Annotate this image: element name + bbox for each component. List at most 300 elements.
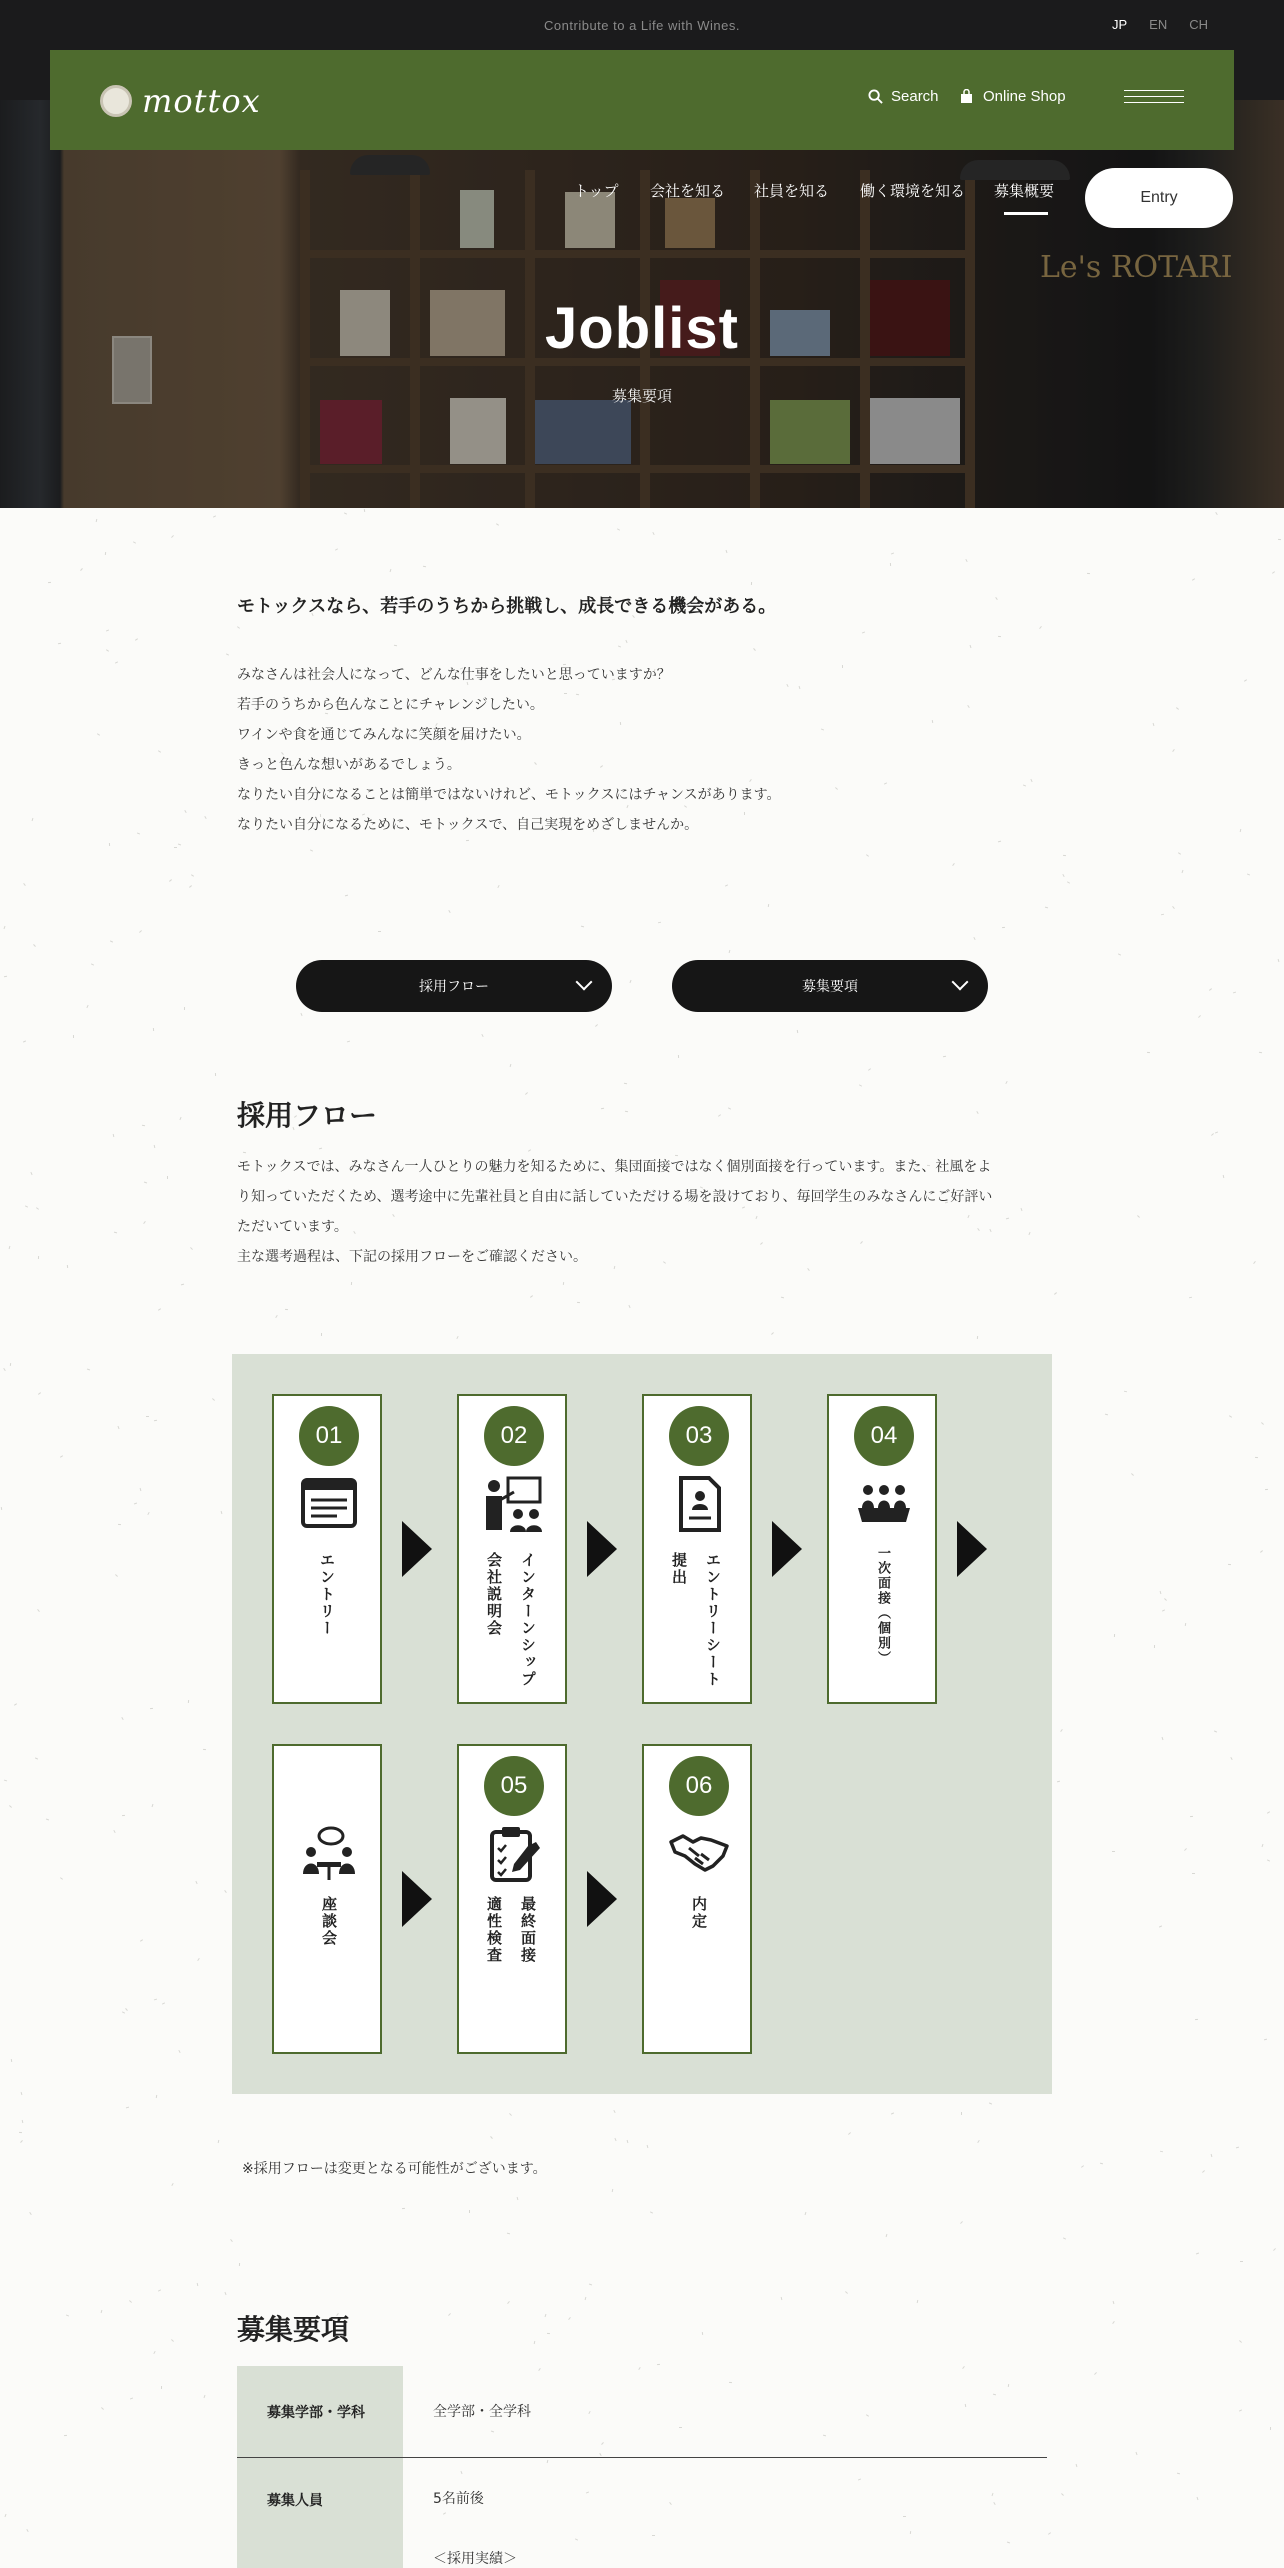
- paper-speck: [178, 2050, 180, 2053]
- paper-speck: [1135, 2452, 1137, 2455]
- paper-speck: [1124, 1391, 1127, 1393]
- paper-speck: [1063, 2237, 1066, 2239]
- paper-speck: [1076, 2464, 1078, 2467]
- paper-speck: [1223, 1175, 1225, 1178]
- paper-speck: [344, 512, 347, 514]
- paper-speck: [1112, 1851, 1115, 1852]
- paper-speck: [805, 2212, 807, 2215]
- paper-speck: [726, 550, 728, 553]
- paper-speck: [891, 552, 894, 554]
- paper-speck: [601, 1108, 604, 1109]
- paper-speck: [38, 1256, 39, 1259]
- paper-speck: [628, 1305, 630, 1308]
- paper-speck: [1147, 1052, 1150, 1053]
- paper-speck: [862, 631, 865, 633]
- paper-speck: [91, 963, 94, 965]
- paper-speck: [58, 643, 61, 644]
- paper-speck: [4, 2514, 6, 2517]
- paper-speck: [46, 1819, 49, 1821]
- paper-speck: [1267, 1859, 1270, 1861]
- logo-wordmark: mottox: [142, 82, 261, 120]
- paper-speck: [627, 2140, 629, 2143]
- paper-speck: [1211, 1133, 1214, 1136]
- search-link[interactable]: [868, 88, 939, 105]
- paper-speck: [1039, 626, 1042, 629]
- paper-speck: [378, 931, 381, 932]
- step-number: 02: [484, 1406, 544, 1466]
- step-label: 適性検査: [485, 1896, 503, 1964]
- paper-speck: [109, 843, 110, 846]
- paper-speck: [1153, 723, 1155, 726]
- paper-speck: [218, 2140, 220, 2143]
- paper-speck: [423, 566, 426, 568]
- flow-arrow-icon: [587, 1871, 617, 1927]
- paper-speck: [1100, 2163, 1103, 2165]
- paper-speck: [1164, 1598, 1167, 1601]
- flow-line: 主な選考過程は、下記の採用フローをご確認ください。: [237, 1249, 587, 1265]
- flow-line: モトックスでは、みなさん一人ひとりの魅力を知るために、集団面接ではなく個別面接を行っています。また、社風をよ: [237, 1159, 992, 1175]
- paper-speck: [768, 904, 769, 907]
- paper-speck: [1177, 2473, 1180, 2475]
- paper-speck: [1161, 914, 1164, 916]
- paper-speck: [702, 2332, 703, 2335]
- paper-speck: [1264, 2039, 1267, 2041]
- paper-speck: [221, 1511, 223, 1514]
- paper-speck: [154, 1420, 157, 1421]
- paper-speck: [977, 1336, 978, 1339]
- paper-speck: [139, 930, 142, 933]
- paper-speck: [1057, 1781, 1060, 1783]
- paper-speck: [448, 910, 450, 913]
- browser-document-icon: [299, 1474, 359, 1534]
- requirements-heading: 募集要項: [237, 2313, 350, 2346]
- paper-speck: [121, 1717, 123, 1720]
- lang-ch[interactable]: CH: [1189, 17, 1208, 32]
- paper-speck: [650, 2211, 653, 2213]
- step-label: 座談会: [320, 1896, 338, 1947]
- paper-speck: [33, 944, 36, 947]
- paper-speck: [797, 1030, 799, 1033]
- paper-speck: [1273, 2248, 1276, 2251]
- rotari-poster: Le's ROTARI: [1040, 250, 1233, 285]
- paper-speck: [1192, 1873, 1195, 1874]
- paper-speck: [105, 552, 106, 555]
- paper-speck: [1270, 2427, 1271, 2430]
- paper-speck: [530, 1295, 533, 1298]
- paper-speck: [781, 1297, 784, 1299]
- paper-speck: [973, 937, 975, 940]
- step-label: 最終面接: [519, 1896, 537, 1964]
- paper-speck: [1214, 1730, 1217, 1732]
- paper-speck: [158, 2289, 161, 2291]
- paper-speck: [845, 2291, 848, 2294]
- paper-speck: [868, 1068, 871, 1071]
- paper-speck: [226, 653, 229, 655]
- paper-speck: [1215, 512, 1218, 515]
- paper-speck: [1262, 1844, 1264, 1847]
- paper-speck: [481, 1034, 483, 1037]
- intro-lead: モトックスなら、若手のうちから挑戦し、成長できる機会がある。: [237, 596, 777, 617]
- nav-joblist[interactable]: 募集概要: [994, 182, 1055, 200]
- paper-speck: [158, 1308, 161, 1310]
- paper-speck: [786, 684, 788, 687]
- paper-speck: [30, 1172, 32, 1175]
- paper-speck: [106, 649, 109, 651]
- paper-speck: [995, 597, 998, 600]
- paper-speck: [197, 2283, 199, 2286]
- table-row: [237, 2366, 1047, 2458]
- paper-speck: [448, 2313, 451, 2316]
- intro-line: 若手のうちから色んなことにチャレンジしたい。: [237, 697, 544, 713]
- paper-speck: [319, 1148, 322, 1150]
- nav-top[interactable]: トップ: [574, 182, 619, 200]
- paper-speck: [509, 2113, 512, 2116]
- paper-speck: [965, 559, 967, 562]
- step-label: 会社説明会: [485, 1552, 503, 1637]
- paper-speck: [1261, 1422, 1264, 1425]
- paper-speck: [1, 1507, 2, 1510]
- paper-speck: [1060, 1729, 1063, 1732]
- paper-speck: [568, 2317, 571, 2320]
- paper-speck: [1230, 1757, 1232, 1760]
- page-title: Joblist: [545, 296, 739, 361]
- paper-speck: [581, 926, 584, 928]
- nav-staff[interactable]: 社員を知る: [754, 182, 830, 200]
- paper-speck: [140, 1488, 142, 1491]
- paper-speck: [1198, 1015, 1201, 1018]
- paper-speck: [153, 2351, 155, 2354]
- paper-speck: [285, 1309, 288, 1310]
- paper-speck: [547, 2333, 550, 2334]
- paper-speck: [212, 1398, 215, 1401]
- paper-speck: [1265, 1489, 1268, 1490]
- paper-speck: [162, 2002, 165, 2004]
- nav-environment[interactable]: 働く環境を知る: [860, 182, 966, 200]
- paper-speck: [129, 2300, 132, 2303]
- paper-speck: [1192, 578, 1195, 580]
- paper-speck: [237, 626, 240, 629]
- paper-speck: [191, 874, 194, 877]
- flow-arrow-icon: [402, 1871, 432, 1927]
- table-row: [237, 2458, 1047, 2568]
- paper-speck: [1239, 2409, 1242, 2411]
- anchor-requirements-button[interactable]: [672, 960, 988, 1012]
- flow-step: [457, 1744, 567, 2054]
- paper-speck: [866, 854, 869, 857]
- paper-speck: [113, 1134, 115, 1137]
- paper-speck: [1162, 1737, 1164, 1740]
- paper-speck: [1239, 2340, 1242, 2343]
- flow-line: ただいています。: [237, 1219, 348, 1235]
- paper-speck: [859, 1084, 862, 1086]
- paper-speck: [718, 1114, 721, 1117]
- paper-speck: [1240, 2261, 1243, 2262]
- anchor-flow-label: 採用フロー: [419, 979, 489, 995]
- step-number: 03: [669, 1406, 729, 1466]
- paper-speck: [171, 2339, 174, 2342]
- paper-speck: [976, 1111, 978, 1114]
- paper-speck: [624, 1083, 627, 1084]
- paper-speck: [617, 528, 620, 530]
- lang-jp[interactable]: JP: [1111, 17, 1128, 32]
- flow-arrow-icon: [772, 1521, 802, 1577]
- meeting-chat-icon: [299, 1824, 359, 1884]
- paper-speck: [1259, 1052, 1262, 1054]
- paper-speck: [14, 1703, 17, 1706]
- step-label: エントリーシート: [704, 1552, 722, 1688]
- paper-speck: [1196, 2253, 1199, 2255]
- paper-speck: [497, 885, 499, 888]
- paper-speck: [20, 2140, 23, 2143]
- paper-speck: [133, 541, 136, 543]
- paper-speck: [1209, 988, 1212, 991]
- paper-speck: [1215, 1131, 1218, 1133]
- paper-speck: [884, 782, 887, 784]
- paper-speck: [29, 2212, 32, 2215]
- flow-arrow-icon: [402, 1521, 432, 1577]
- paper-speck: [345, 895, 348, 897]
- paper-speck: [960, 2221, 963, 2224]
- paper-speck: [147, 1512, 149, 1515]
- paper-speck: [1247, 873, 1250, 875]
- paper-speck: [203, 1749, 206, 1750]
- paper-speck: [998, 636, 1001, 637]
- flow-step: [642, 1394, 752, 1704]
- paper-speck: [1112, 2321, 1115, 2324]
- paper-speck: [577, 1302, 580, 1303]
- paper-speck: [146, 1416, 149, 1417]
- paper-speck: [181, 1284, 184, 1286]
- hamburger-menu-icon[interactable]: [1124, 90, 1184, 106]
- site-logo[interactable]: [100, 82, 261, 120]
- flow-arrow-icon: [587, 1521, 617, 1577]
- paper-speck: [11, 2059, 12, 2062]
- paper-speck: [1061, 2493, 1064, 2496]
- paper-speck: [729, 950, 731, 953]
- paper-speck: [364, 509, 365, 512]
- nav-company[interactable]: 会社を知る: [650, 182, 726, 200]
- paper-speck: [37, 1609, 40, 1612]
- paper-speck: [753, 648, 756, 651]
- paper-speck: [150, 1708, 153, 1709]
- paper-speck: [130, 2397, 133, 2399]
- paper-speck: [215, 1073, 216, 1076]
- hero-banner: [0, 100, 1284, 508]
- paper-speck: [26, 2529, 28, 2532]
- paper-speck: [347, 1041, 350, 1043]
- paper-speck: [1184, 1848, 1187, 1851]
- row-value-text: 5名前後: [433, 2491, 484, 2507]
- paper-speck: [122, 1815, 125, 1816]
- paper-speck: [153, 1028, 154, 1031]
- paper-speck: [73, 1035, 74, 1038]
- paper-speck: [156, 2095, 158, 2098]
- paper-speck: [4, 976, 7, 978]
- paper-speck: [67, 1265, 68, 1268]
- paper-speck: [171, 2183, 173, 2186]
- paper-speck: [1182, 870, 1184, 873]
- paper-speck: [545, 2314, 547, 2317]
- paper-speck: [230, 2239, 233, 2242]
- paper-speck: [1162, 1609, 1165, 1611]
- paper-speck: [35, 1757, 38, 1759]
- paper-speck: [1002, 927, 1005, 928]
- paper-speck: [678, 1055, 679, 1058]
- paper-speck: [1113, 2301, 1115, 2304]
- paper-speck: [821, 728, 824, 730]
- paper-speck: [137, 832, 140, 834]
- row-label: 募集人員: [237, 2458, 403, 2568]
- resume-document-icon: [669, 1474, 729, 1534]
- paper-speck: [728, 1107, 731, 1109]
- paper-speck: [725, 884, 728, 886]
- flow-arrow-icon: [957, 1521, 987, 1577]
- entry-button[interactable]: Entry: [1085, 168, 1233, 228]
- paper-speck: [618, 645, 621, 647]
- paper-speck: [3, 926, 5, 929]
- paper-speck: [1105, 1414, 1108, 1416]
- paper-speck: [657, 2364, 660, 2365]
- anchor-flow-button[interactable]: [296, 960, 612, 1012]
- paper-speck: [652, 532, 654, 535]
- intro-line: ワインや食を通じてみんなに笑顔を届けたい。: [237, 727, 531, 743]
- paper-speck: [23, 883, 26, 886]
- paper-speck: [998, 841, 1001, 843]
- intro-line: なりたい自分になることは簡単ではないけれど、モトックスにはチャンスがあります。: [237, 787, 781, 803]
- paper-speck: [106, 629, 109, 631]
- row-label: 募集学部・学科: [237, 2366, 403, 2457]
- paper-speck: [32, 818, 34, 821]
- paper-speck: [1185, 1623, 1186, 1626]
- paper-speck: [9, 1805, 12, 1808]
- intro-line: きっと色んな想いがあるでしょう。: [237, 757, 461, 773]
- paper-speck: [21, 2092, 23, 2095]
- step-label: エントリー: [318, 1552, 336, 1637]
- paper-speck: [335, 548, 338, 550]
- paper-speck: [300, 1013, 302, 1016]
- paper-speck: [1178, 852, 1181, 854]
- step-label: 内定: [690, 1896, 708, 1930]
- paper-speck: [848, 2132, 851, 2135]
- paper-speck: [751, 582, 752, 585]
- flow-step: [457, 1394, 567, 1704]
- paper-speck: [3, 1368, 6, 1371]
- intro-line: なりたい自分になるために、モトックスで、自己実現をめざしませんか。: [237, 817, 699, 833]
- paper-speck: [203, 2395, 205, 2398]
- paper-speck: [143, 1221, 146, 1224]
- paper-speck: [125, 2008, 128, 2011]
- paper-speck: [154, 1145, 156, 1148]
- paper-speck: [310, 849, 313, 851]
- lang-en[interactable]: EN: [1149, 17, 1168, 32]
- paper-speck: [510, 1064, 512, 1067]
- paper-speck: [1054, 1292, 1057, 1295]
- row-value: [403, 2458, 1047, 2568]
- online-shop-link[interactable]: [960, 88, 1066, 105]
- paper-speck: [171, 535, 174, 538]
- paper-speck: [456, 1336, 458, 1339]
- paper-speck: [614, 2138, 616, 2141]
- intro-text: [237, 660, 780, 840]
- anchor-requirements-label: 募集要項: [802, 979, 858, 995]
- paper-speck: [224, 1890, 227, 1893]
- paper-speck: [625, 1111, 628, 1113]
- paper-speck: [1094, 2372, 1097, 2375]
- paper-speck: [158, 750, 161, 752]
- flow-heading: 採用フロー: [237, 1099, 378, 1132]
- paper-speck: [1172, 749, 1175, 752]
- paper-speck: [96, 519, 98, 522]
- paper-speck: [612, 2189, 614, 2192]
- paper-speck: [118, 1524, 121, 1525]
- paper-speck: [1159, 1925, 1162, 1927]
- paper-speck: [842, 665, 843, 668]
- paper-speck: [101, 2407, 104, 2410]
- paper-speck: [126, 2107, 129, 2109]
- flow-step: [827, 1394, 937, 1704]
- paper-speck: [114, 1232, 117, 1234]
- paper-speck: [38, 1392, 41, 1395]
- paper-speck: [197, 1958, 200, 1961]
- flow-step: [272, 1744, 382, 2054]
- paper-speck: [469, 2210, 470, 2213]
- step-number: 06: [669, 1756, 729, 1816]
- paper-speck: [943, 1056, 946, 1057]
- paper-speck: [1048, 2532, 1051, 2535]
- row-value-text: 全学部・全学科: [433, 2403, 531, 2420]
- paper-speck: [184, 1007, 185, 1010]
- paper-speck: [613, 2110, 615, 2113]
- paper-speck: [1229, 1415, 1232, 1417]
- paper-speck: [1253, 1261, 1256, 1264]
- paper-speck: [122, 2011, 125, 2013]
- paper-speck: [967, 705, 969, 708]
- step-label: インターンシップ: [519, 1552, 537, 1688]
- paper-speck: [87, 1369, 90, 1371]
- site-tagline: Contribute to a Life with Wines.: [544, 18, 740, 33]
- paper-speck: [167, 1176, 168, 1179]
- paper-speck: [1236, 2147, 1239, 2149]
- logo-emblem-icon: [100, 85, 132, 117]
- paper-speck: [1190, 1816, 1193, 1817]
- paper-speck: [80, 568, 83, 571]
- paper-speck: [1160, 2151, 1163, 2153]
- paper-speck: [115, 1574, 118, 1577]
- step-number: 04: [854, 1406, 914, 1466]
- paper-speck: [224, 2292, 226, 2295]
- handshake-icon: [669, 1824, 729, 1884]
- step-number: 01: [299, 1406, 359, 1466]
- paper-speck: [1137, 1215, 1140, 1218]
- paper-speck: [144, 1182, 147, 1184]
- paper-speck: [1202, 2170, 1205, 2173]
- paper-speck: [154, 1999, 157, 2001]
- paper-speck: [60, 1877, 63, 1880]
- paper-speck: [647, 2145, 649, 2148]
- paper-speck: [1176, 707, 1179, 710]
- paper-speck: [10, 1363, 11, 1366]
- language-switcher: [1112, 17, 1208, 32]
- paper-speck: [589, 2284, 592, 2286]
- paper-speck: [142, 1125, 145, 1127]
- flow-step: [642, 1744, 752, 2054]
- paper-speck: [1114, 1634, 1115, 1637]
- group-interview-icon: [854, 1474, 914, 1534]
- paper-speck: [961, 2112, 962, 2115]
- paper-speck: [1118, 953, 1121, 955]
- paper-speck: [629, 980, 631, 983]
- paper-speck: [1189, 1297, 1192, 1299]
